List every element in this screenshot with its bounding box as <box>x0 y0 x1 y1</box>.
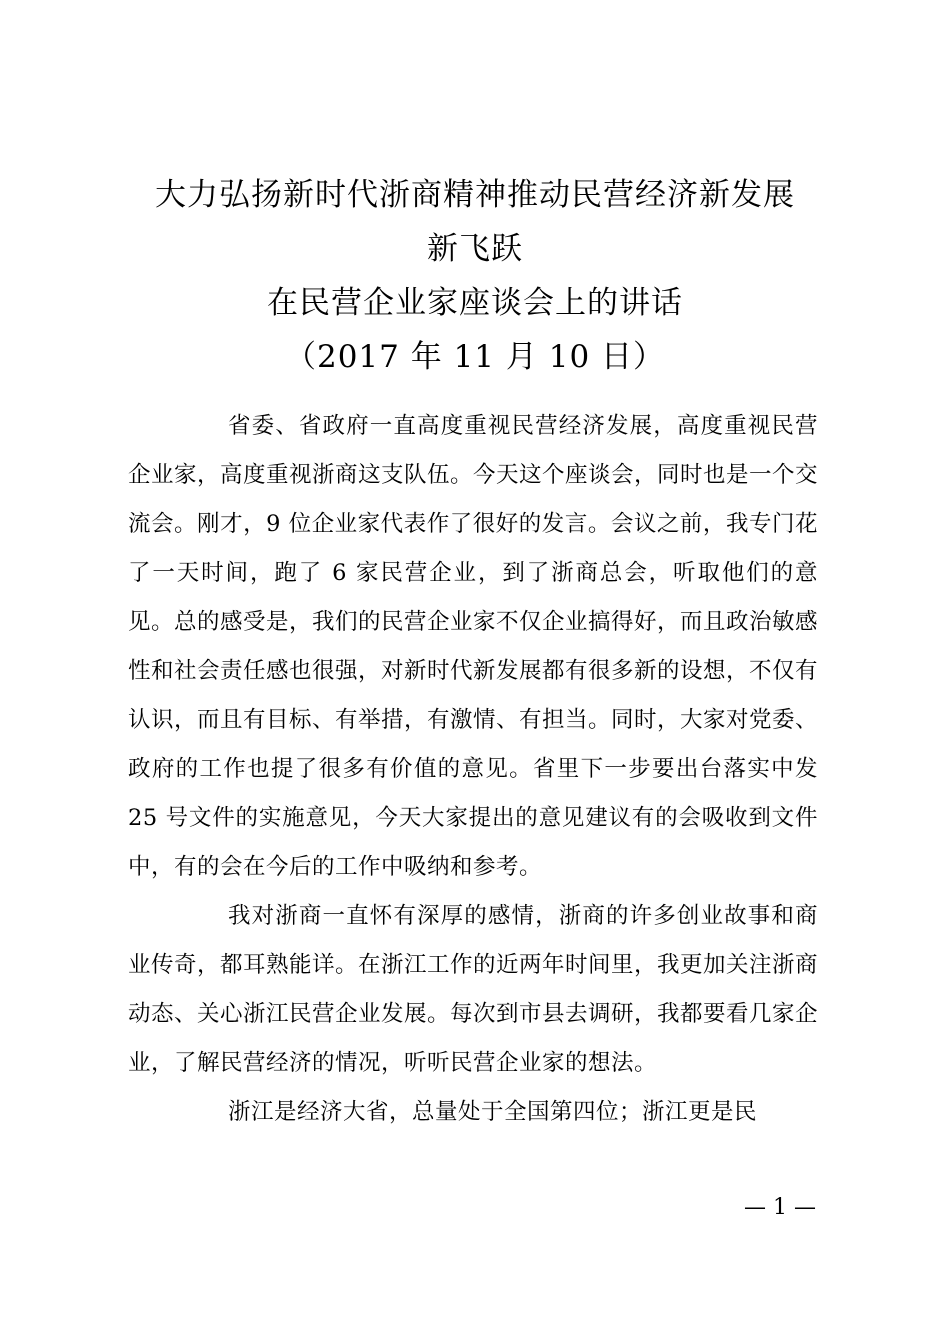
body-paragraph-3: 浙江是经济大省，总量处于全国第四位；浙江更是民 <box>228 1099 758 1125</box>
document-body <box>128 402 818 1137</box>
title-line-main: 大力弘扬新时代浙商精神推动民营经济新发展 <box>155 177 795 213</box>
title-line-date: （2017 年 11 月 10 日） <box>284 339 666 375</box>
title-line-subtitle: 在民营企业家座谈会上的讲话 <box>267 285 683 321</box>
title-line-continuation: 新飞跃 <box>427 231 523 267</box>
body-paragraph-2: 我对浙商一直怀有深厚的感情，浙商的许多创业故事和商业传奇，都耳熟能详。在浙江工作的近两年时间里，我更加关注浙商动态、关心浙江民营企业发展。每次到市县去调研，我都要看几家企业，了解民营经济的情况，听听民营企业家的想法。 <box>128 903 819 1076</box>
body-paragraph-1: 省委、省政府一直高度重视民营经济发展，高度重视民营企业家，高度重视浙商这支队伍。今天这个座谈会，同时也是一个交流会。刚才，9 位企业家代表作了很好的发言。会议之前，我专门花了一天时间，跑了 6 家民营企业，到了浙商总会，听取他们的意见。总的感受是，我们的民营企业家不仅企业搞得好，而且政治敏感性和社会责任感也很强，对新时代新发展都有很多新的设想，不仅有认识，而且有目标、有举措，有激情、有担当。同时，大家对党委、政府的工作也提了很多有价值的意见。省里下一步要出台落实中发 25 号文件的实施意见，今天大家提出的意见建议有的会吸收到文件中，有的会在今后的工作中吸纳和参考。 <box>128 413 819 880</box>
document-title <box>60 168 890 384</box>
page-number: — 1 — <box>744 1195 816 1220</box>
